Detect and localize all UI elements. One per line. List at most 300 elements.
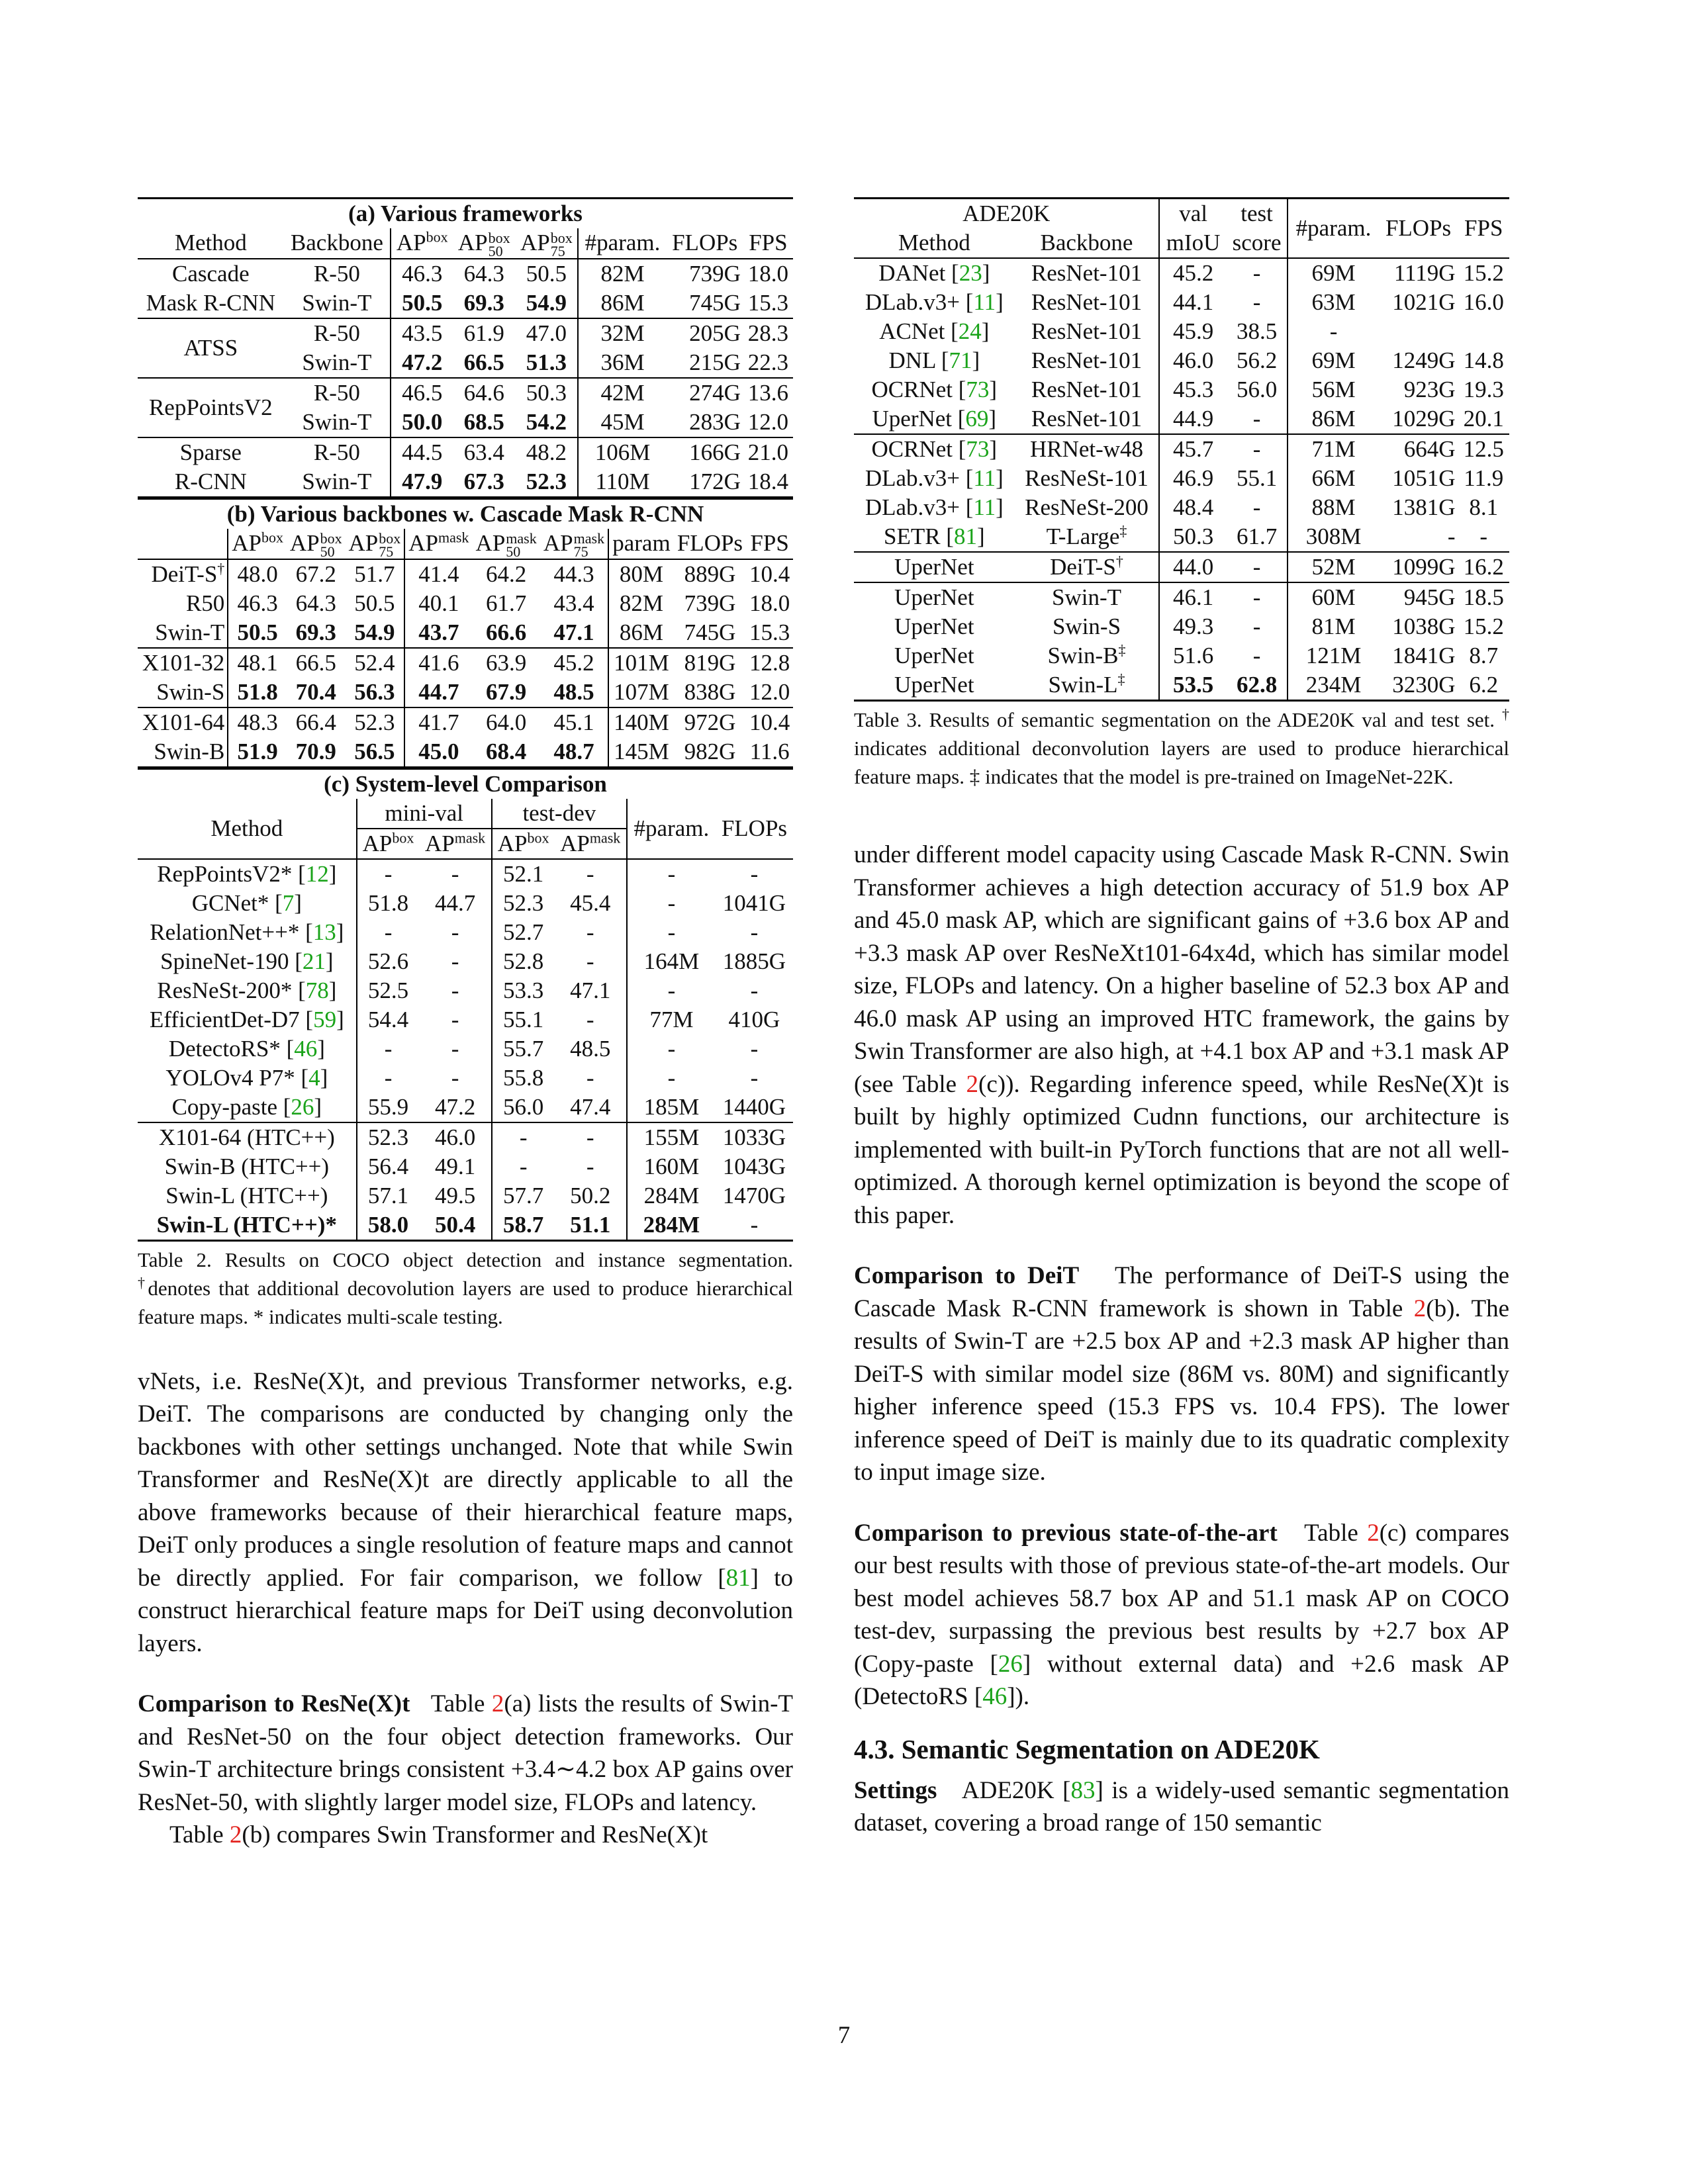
backbone-cell: ResNet-101	[1015, 317, 1160, 346]
fps-cell: 16.2	[1463, 554, 1504, 580]
param-cell: 234M	[1305, 672, 1362, 698]
param-cell: 32M	[600, 320, 645, 346]
param-cell: 69M	[1311, 260, 1356, 286]
value-cell: 55.7	[503, 1035, 544, 1062]
value-cell: 44.7	[418, 678, 459, 705]
right-paragraph-4: Settings ADE20K [83] is a widely-used semantic segmentation dataset, covering a broad range of 150 semantic	[854, 1776, 1509, 1837]
value-cell: 50.5	[346, 589, 405, 618]
col-flops: FLOPs	[1385, 215, 1452, 241]
table-row	[138, 589, 793, 618]
flops-cell: 1021G	[1392, 289, 1456, 315]
table-row	[138, 1005, 793, 1034]
value-cell: 61.7	[486, 590, 527, 616]
param-cell: 56M	[1311, 377, 1356, 402]
value-cell: 1440G	[722, 1093, 786, 1120]
value-cell: 45.1	[540, 707, 608, 737]
value-cell: 44.7	[419, 889, 491, 918]
table-row	[138, 889, 793, 918]
value-cell: 55.1	[503, 1006, 544, 1032]
fps-cell: 12.0	[747, 408, 789, 435]
col-score: score	[1227, 228, 1288, 258]
value-cell: 77M	[649, 1006, 694, 1032]
value-cell: 52.3	[367, 1124, 409, 1150]
col-backbone: Backbone	[1015, 228, 1160, 258]
flops-cell: 1038G	[1392, 614, 1456, 639]
value-cell: 56.3	[346, 678, 405, 707]
ap50-cell: 68.5	[463, 408, 504, 435]
fps-cell: 12.5	[1463, 436, 1504, 462]
value-cell: 155M	[643, 1124, 700, 1150]
flops-cell: 982G	[684, 738, 736, 764]
section-heading: 4.3. Semantic Segmentation on ADE20K	[854, 1733, 1320, 1764]
value-cell: -	[750, 1211, 759, 1238]
method-cell: YOLOv4 P7* [4]	[138, 1064, 357, 1093]
col-apmask50: AP mask 50	[475, 529, 537, 560]
value-cell: 49.5	[419, 1181, 491, 1210]
col-td-box: $AP^{box}$	[497, 829, 549, 856]
col-method: Method	[138, 799, 357, 859]
value-cell: -	[419, 859, 491, 889]
flops-cell: 739G	[684, 590, 736, 616]
backbone-cell: Swin-S	[138, 678, 228, 707]
value-cell: 64.0	[486, 709, 527, 735]
flops-cell: 283G	[689, 408, 741, 435]
val-cell: 53.5	[1172, 672, 1214, 698]
value-cell: 45.2	[540, 648, 608, 678]
value-cell: 55.9	[367, 1093, 409, 1120]
col-apmask75: AP mask 75	[540, 529, 608, 559]
value-cell: 48.7	[540, 737, 608, 767]
flops-cell: 1841G	[1392, 643, 1456, 668]
table-row	[854, 670, 1509, 701]
value-cell: 56.4	[367, 1153, 409, 1179]
value-cell: 47.1	[540, 618, 608, 648]
col-ap75: AP box 75	[515, 228, 578, 259]
val-cell: 46.1	[1172, 584, 1214, 610]
value-cell: 1885G	[722, 948, 786, 974]
param-cell: 145M	[614, 738, 669, 764]
param-cell: 71M	[1311, 436, 1356, 462]
ap-cell: 47.9	[402, 468, 443, 494]
fps-cell: 15.3	[747, 289, 789, 316]
param-cell: 121M	[1305, 643, 1362, 668]
value-cell: 52.5	[367, 977, 409, 1003]
value-cell: 47.2	[419, 1093, 491, 1122]
fps-cell: 18.0	[747, 260, 789, 287]
ap50-cell: 64.3	[463, 260, 504, 287]
param-cell: 81M	[1311, 614, 1356, 639]
value-cell: 54.4	[367, 1006, 409, 1032]
flops-cell: 205G	[689, 320, 741, 346]
flops-cell: 945G	[1403, 584, 1456, 610]
table-3-caption: Table 3. Results of semantic segmentation on the ADE20K val and test set. † indicates additional deconvolution layers are used to produce hierarchical feature maps. ‡ indicates that the model is pre-trained on ImageNet-22K.	[854, 705, 1510, 788]
backbone-cell: R-50	[284, 437, 391, 467]
backbone-cell: ResNet-101	[1015, 375, 1160, 404]
col-name	[138, 529, 228, 559]
ap75-cell: 54.9	[515, 289, 578, 318]
value-cell: -	[555, 947, 627, 976]
table-row	[138, 678, 793, 707]
backbone-cell: DeiT-S†	[138, 559, 228, 589]
backbone-cell: R50	[138, 589, 228, 618]
table-row	[854, 582, 1509, 612]
value-cell: -	[384, 1064, 393, 1091]
value-cell: 51.8	[367, 889, 409, 916]
col-fps: FPS	[749, 230, 788, 256]
method-cell: DNL [71]	[888, 347, 980, 373]
col-apbox75: AP box 75	[346, 529, 405, 559]
value-cell: 68.4	[486, 738, 527, 764]
table-row	[854, 375, 1509, 404]
table-row	[854, 464, 1509, 493]
col-test: test	[1227, 199, 1288, 229]
col-ap50: AP box 50	[457, 229, 510, 259]
right-paragraph-3: Comparison to previous state-of-the-art Table 2(c) compares our best results with those of previous state-of-the-art models. Our best model achieves 58.7 box AP and 51.1 mask AP on COCO test-dev, surpassing the previous best results by +2.7 box AP (Copy-paste [26] without external data) and +2.6 mask AP (DetectoRS [46]).	[854, 1519, 1510, 1710]
table-row	[138, 947, 793, 976]
method-cell: Swin-L (HTC++)	[138, 1181, 357, 1210]
value-cell: 66.5	[295, 649, 336, 676]
fps-cell: 18.5	[1463, 584, 1504, 610]
method-cell: Swin-L (HTC++)*	[138, 1210, 357, 1241]
method-cell: DLab.v3+ [11]	[865, 494, 1004, 520]
fps-cell: 19.3	[1463, 377, 1504, 402]
backbone-cell: R-50	[284, 318, 391, 348]
value-cell: 51.7	[346, 559, 405, 589]
value-cell: 52.3	[346, 707, 405, 737]
fps-cell: 8.7	[1469, 643, 1499, 668]
value-cell: -	[555, 1005, 627, 1034]
ap-cell: 46.3	[402, 260, 443, 287]
left-column	[138, 197, 793, 1852]
value-cell: -	[667, 860, 676, 887]
value-cell: -	[419, 1034, 491, 1064]
value-cell: 46.0	[419, 1122, 491, 1152]
val-cell: 49.3	[1172, 614, 1214, 639]
param-cell: 60M	[1311, 584, 1356, 610]
value-cell: 48.1	[237, 649, 278, 676]
table-2a	[138, 197, 793, 498]
value-cell: -	[667, 919, 676, 945]
ap50-cell: 61.9	[463, 320, 504, 346]
backbone-cell: ResNet-101	[1015, 258, 1160, 288]
backbone-cell: R-50	[284, 259, 391, 289]
method-cell: Cascade	[172, 260, 250, 287]
val-cell: 45.2	[1172, 260, 1214, 286]
param-cell: 106M	[594, 439, 651, 465]
table-row	[138, 437, 793, 467]
val-cell: 45.9	[1172, 318, 1214, 344]
backbone-cell: ResNet-101	[1015, 288, 1160, 317]
fps-cell: 10.4	[749, 709, 790, 735]
method-cell: EfficientDet-D7 [59]	[138, 1005, 357, 1034]
col-param: #param.	[585, 230, 661, 256]
value-cell: 58.7	[503, 1211, 544, 1238]
method-cell: RepPointsV2* [12]	[138, 859, 357, 889]
flops-cell: 3230G	[1392, 672, 1456, 698]
flops-cell: 1099G	[1392, 554, 1456, 580]
param-cell: 86M	[619, 619, 663, 645]
backbone-cell: ResNeSt-200	[1015, 493, 1160, 522]
col-flops: FLOPs	[677, 530, 743, 557]
value-cell: -	[419, 947, 491, 976]
method-cell: UperNet	[894, 672, 974, 698]
method-cell: OCRNet [73]	[871, 377, 998, 402]
method-cell: UperNet	[894, 554, 974, 580]
backbone-cell: Swin-T	[284, 408, 391, 437]
val-cell: 50.3	[1172, 523, 1214, 549]
value-cell: 48.5	[555, 1034, 627, 1064]
flops-cell: 172G	[689, 468, 741, 494]
fps-cell: 6.2	[1469, 672, 1499, 698]
ap-cell: 50.0	[402, 408, 443, 435]
value-cell: -	[750, 1064, 759, 1091]
backbone-cell: DeiT-S†	[1015, 552, 1160, 582]
fps-cell: 11.6	[749, 738, 790, 764]
value-cell: -	[667, 977, 676, 1003]
test-cell: -	[1227, 404, 1288, 434]
method-cell: RepPointsV2	[148, 394, 273, 420]
value-cell: 52.4	[346, 648, 405, 678]
param-cell: 36M	[600, 349, 645, 375]
fps-cell: -	[1479, 523, 1488, 549]
ap75-cell: 51.3	[515, 348, 578, 378]
method-cell: SpineNet-190 [21]	[138, 947, 357, 976]
method-cell: DLab.v3+ [11]	[865, 289, 1004, 315]
value-cell: 164M	[643, 948, 700, 974]
value-cell: -	[555, 1152, 627, 1181]
val-cell: 51.6	[1172, 643, 1214, 668]
test-cell: 56.2	[1227, 346, 1288, 375]
param-cell: 101M	[614, 649, 669, 676]
ap50-cell: 69.3	[463, 289, 504, 316]
fps-cell: 12.8	[749, 649, 790, 676]
table-row	[138, 259, 793, 289]
col-param: #param.	[633, 815, 710, 841]
method-cell: Mask R-CNN	[146, 289, 276, 316]
value-cell: 41.7	[418, 709, 459, 735]
col-minival: mini-val	[357, 799, 492, 829]
val-cell: 45.7	[1172, 436, 1214, 462]
param-cell: 107M	[614, 678, 669, 705]
value-cell: 48.3	[237, 709, 278, 735]
value-cell: 64.2	[486, 561, 527, 587]
table-row	[854, 641, 1509, 670]
param-cell: 82M	[619, 590, 663, 616]
ap-cell: 50.5	[402, 289, 443, 316]
param-cell: -	[1329, 318, 1338, 344]
fps-cell: 15.3	[749, 619, 790, 645]
col-method: Method	[174, 230, 247, 256]
table-row	[854, 288, 1509, 317]
col-apbox: $AP^{box}$	[232, 529, 283, 557]
page-number: 7	[837, 2022, 851, 2049]
val-cell: 46.0	[1172, 347, 1214, 373]
backbone-cell: Swin-B	[138, 737, 228, 767]
value-cell: 43.7	[418, 619, 459, 645]
fps-cell: 21.0	[747, 439, 789, 465]
flops-cell: 739G	[689, 260, 741, 287]
value-cell: 57.1	[367, 1182, 409, 1208]
value-cell: -	[419, 976, 491, 1005]
value-cell: 41.6	[418, 649, 459, 676]
param-cell: 69M	[1311, 347, 1356, 373]
value-cell: 55.8	[503, 1064, 544, 1091]
param-cell: 63M	[1311, 289, 1356, 315]
ap75-cell: 47.0	[515, 318, 578, 348]
table-row	[854, 317, 1509, 346]
test-cell: 62.8	[1227, 670, 1288, 701]
backbone-cell: HRNet-w48	[1015, 434, 1160, 464]
flops-cell: 889G	[684, 561, 736, 587]
value-cell: 160M	[643, 1153, 700, 1179]
value-cell: -	[419, 918, 491, 947]
ap50-cell: 66.5	[463, 349, 504, 375]
ap75-cell: 50.5	[515, 259, 578, 289]
flops-cell: 215G	[689, 349, 741, 375]
table-row	[138, 859, 793, 889]
value-cell: 66.6	[486, 619, 527, 645]
backbone-cell: Swin-B‡	[1015, 641, 1160, 670]
col-testdev: test-dev	[492, 799, 627, 829]
table-row	[138, 289, 793, 318]
right-paragraph-2: Comparison to DeiT The performance of DeiT-S using the Cascade Mask R-CNN framework is shown in Table 2(b). The results of Swin-T are +2.5 box AP and +2.3 mask AP higher than DeiT-S with similar model size (86M vs. 80M) and significantly higher inference speed (15.3 FPS vs. 10.4 FPS). The lower inference speed of DeiT is mainly due to its quadratic complexity to input image size.	[854, 1262, 1510, 1486]
value-cell: -	[384, 1035, 393, 1062]
table-row	[138, 918, 793, 947]
table-row	[854, 258, 1509, 288]
value-cell: 51.9	[237, 738, 278, 764]
backbone-cell: Swin-T	[284, 348, 391, 378]
value-cell: 50.5	[237, 619, 278, 645]
table-2b-title: (b) Various backbones w. Cascade Mask R-CNN	[226, 500, 704, 527]
table-row	[854, 612, 1509, 641]
value-cell: 284M	[643, 1211, 700, 1238]
value-cell: 40.1	[418, 590, 459, 616]
col-miou: mIoU	[1166, 230, 1221, 255]
value-cell: -	[519, 1124, 528, 1150]
table-3	[854, 197, 1509, 702]
method-cell: Copy-paste [26]	[138, 1093, 357, 1122]
test-cell: 55.1	[1227, 464, 1288, 493]
value-cell: 66.4	[295, 709, 336, 735]
param-cell: 66M	[1311, 465, 1356, 491]
flops-cell: 1119G	[1393, 260, 1456, 286]
flops-cell: 745G	[684, 619, 736, 645]
test-cell: -	[1227, 612, 1288, 641]
table-2c-title: (c) System-level Comparison	[324, 770, 607, 797]
fps-cell: 8.1	[1469, 494, 1499, 520]
value-cell: 52.6	[367, 948, 409, 974]
value-cell: 48.5	[540, 678, 608, 707]
col-apbox50: AP box 50	[289, 529, 342, 560]
fps-cell: 15.2	[1463, 260, 1504, 286]
value-cell: 50.2	[555, 1181, 627, 1210]
value-cell: -	[384, 919, 393, 945]
col-dataset: ADE20K	[854, 199, 1159, 229]
method-cell: UperNet	[894, 643, 974, 668]
method-cell: RelationNet++* [13]	[138, 918, 357, 947]
table-row	[138, 1122, 793, 1152]
table-2c	[138, 768, 793, 1242]
value-cell: 185M	[643, 1093, 700, 1120]
value-cell: 1470G	[722, 1182, 786, 1208]
ap75-cell: 48.2	[515, 437, 578, 467]
value-cell: 284M	[643, 1182, 700, 1208]
value-cell: 51.8	[237, 678, 278, 705]
flops-cell: 1249G	[1392, 347, 1456, 373]
method-cell: SETR [81]	[883, 523, 985, 549]
value-cell: 57.7	[503, 1182, 544, 1208]
test-cell: -	[1227, 641, 1288, 670]
col-val: val	[1179, 201, 1207, 226]
backbone-cell: ResNeSt-101	[1015, 464, 1160, 493]
value-cell: 47.1	[555, 976, 627, 1005]
value-cell: 43.4	[540, 589, 608, 618]
test-cell: 61.7	[1227, 522, 1288, 552]
value-cell: 52.7	[503, 919, 544, 945]
value-cell: 45.0	[418, 738, 459, 764]
table-row	[138, 707, 793, 737]
test-cell: -	[1227, 288, 1288, 317]
flops-cell: 1381G	[1392, 494, 1456, 520]
flops-cell: 1029G	[1392, 406, 1456, 432]
val-cell: 45.3	[1172, 377, 1214, 402]
value-cell: -	[519, 1153, 528, 1179]
ap75-cell: 54.2	[515, 408, 578, 437]
table-row	[138, 559, 793, 589]
param-cell: 86M	[600, 289, 645, 316]
value-cell: 410G	[728, 1006, 780, 1032]
table-row	[138, 1034, 793, 1064]
table-row	[138, 648, 793, 678]
value-cell: -	[667, 889, 676, 916]
table-row	[138, 378, 793, 408]
value-cell: 1043G	[722, 1153, 786, 1179]
flops-cell: 745G	[689, 289, 741, 316]
value-cell: 41.4	[418, 561, 459, 587]
fps-cell: 14.8	[1463, 347, 1504, 373]
col-param: param	[612, 530, 671, 557]
table-2a-title: (a) Various frameworks	[348, 201, 583, 226]
value-cell: -	[667, 1035, 676, 1062]
fps-cell: 28.3	[747, 320, 789, 346]
flops-cell: 664G	[1403, 436, 1456, 462]
backbone-cell: Swin-T	[1015, 582, 1160, 612]
table-row	[854, 522, 1509, 552]
fps-cell: 12.0	[749, 678, 790, 705]
value-cell: -	[555, 859, 627, 889]
value-cell: 1033G	[722, 1124, 786, 1150]
flops-cell	[1379, 317, 1458, 346]
ap50-cell: 64.6	[463, 379, 504, 406]
fps-cell: 13.6	[747, 379, 789, 406]
param-cell: 110M	[595, 468, 650, 494]
fps-cell: 11.9	[1464, 465, 1504, 491]
value-cell: 58.0	[367, 1211, 409, 1238]
method-cell: DLab.v3+ [11]	[865, 465, 1004, 491]
flops-cell: 1051G	[1392, 465, 1456, 491]
left-paragraph-3: Table 2(b) compares Swin Transformer and ResNe(X)t	[169, 1821, 708, 1849]
method-cell: GCNet* [7]	[138, 889, 357, 918]
val-cell: 44.9	[1172, 406, 1214, 432]
value-cell: 50.4	[419, 1210, 491, 1241]
value-cell: -	[555, 1064, 627, 1093]
backbone-cell: Swin-T	[138, 618, 228, 648]
fps-cell	[1458, 317, 1509, 346]
table-row	[854, 552, 1509, 582]
method-cell: DetectoRS* [46]	[138, 1034, 357, 1064]
test-cell: -	[1227, 552, 1288, 582]
table-row	[138, 618, 793, 648]
